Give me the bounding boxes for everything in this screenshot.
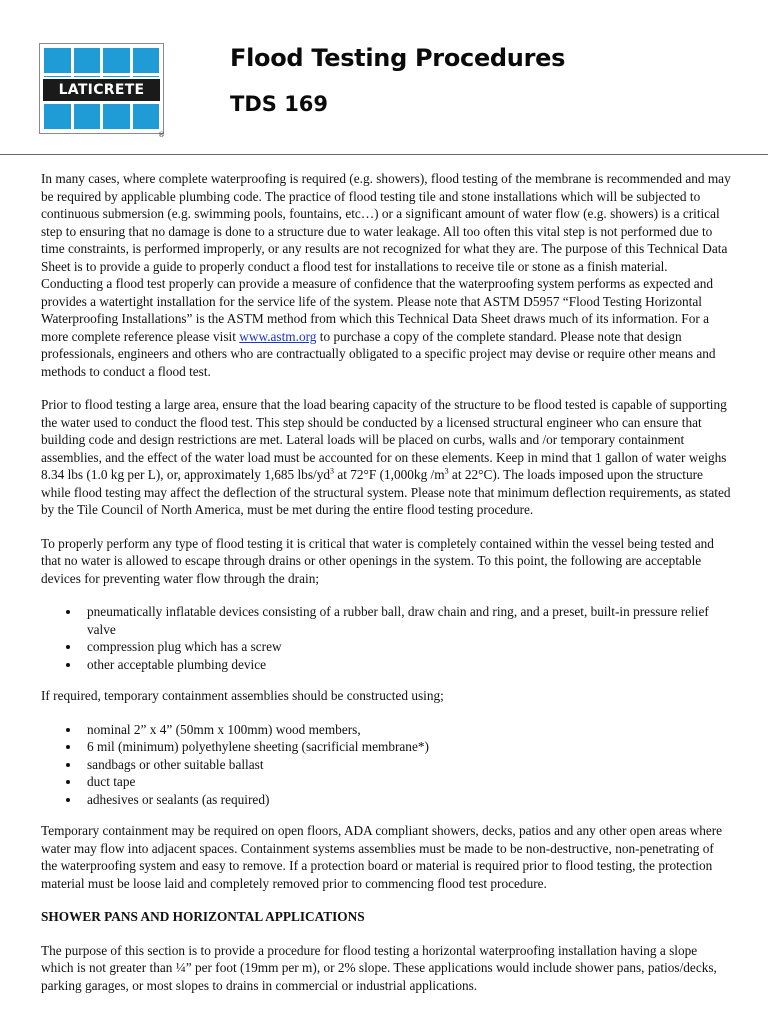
list-item: • 6 mil (minimum) polyethylene sheeting (sacrificial membrane*) bbox=[81, 738, 731, 756]
laticrete-logo bbox=[39, 43, 164, 134]
list-item: • compression plug which has a screw bbox=[81, 638, 731, 656]
list-item: • nominal 2” x 4” (50mm x 100mm) wood members, bbox=[81, 721, 731, 739]
logo-wordmark: LATICRETE bbox=[43, 77, 160, 103]
list-item: • other acceptable plumbing device bbox=[81, 656, 731, 674]
list-item: • adhesives or sealants (as required) bbox=[81, 791, 731, 809]
list-item: • sandbags or other suitable ballast bbox=[81, 756, 731, 774]
intro-paragraph: In many cases, where complete waterproofing is required (e.g. showers), flood testing of the membrane is recommended and may be required by applicable plumbing code. The practice of flood testing tile and stone installations which will be subjected to continuous submersion (e.g. swimming pools, fountains, etc…) or a significant amount of water flow (e.g. showers) is a critical step to ensuring that no damage is done to a structure due to water leakage. All too often this vital step is not performed due to time constraints, is performed improperly, or any results are not recognized for what they are. The purpose of this Technical Data Sheet is to provide a guide to properly conduct a flood test for installations to receive tile or stone as a finish material. Conducting a flood test properly can provide a measure of confidence that the waterproofing system performs as expected and provides a watertight installation for the service life of the system. Please note that ASTM D5957 “Flood Testing Horizontal Waterproofing Installations” is the ASTM method from which this Technical Data Sheet draws much of its information. For a more complete reference please visit www.astm.org to purchase a copy of the complete standard. Please note that design professionals, engineers and others who are contractually obligated to a specific project may devise or require other means and methods to conduct a flood test. bbox=[41, 171, 731, 379]
document-title: Flood Testing Procedures bbox=[230, 44, 566, 72]
registered-mark: ® bbox=[158, 131, 165, 139]
header-divider bbox=[0, 154, 768, 155]
section-body-paragraph: The purpose of this section is to provide a procedure for flood testing a horizontal waterproofing installation having a slope which is not greater than ¼” per foot (19mm per m), or 2% slope. These applications would include shower pans, patios/decks, parking garages, or most slopes to drains in commercial or industrial applications. bbox=[41, 942, 717, 993]
section-heading: SHOWER PANS AND HORIZONTAL APPLICATIONS bbox=[41, 909, 365, 924]
list-item: • duct tape bbox=[81, 773, 731, 791]
assembly-materials-list bbox=[41, 721, 731, 809]
load-capacity-paragraph: Prior to flood testing a large area, ensure that the load bearing capacity of the structure to be flood tested is capable of supporting the water used to conduct the flood test. This step should be conducted by a licensed structural engineer who can ensure that building code and design restrictions are met. Lateral loads will be placed on curbs, walls and /or temporary containment assemblies, and the effect of the water load must be accounted for on these elements. Keep in mind that 1 gallon of water weighs 8.34 lbs (1.0 kg per L), or, approximately 1,685 lbs/$yd^3$ at 72°F (1,000kg $/m^3$ at 22°C). The loads imposed upon the structure while flood testing may affect the deflection of the structural system. Please note that minimum deflection requirements, as stated by the Tile Council of North America, must be met during the entire flood testing procedure. bbox=[41, 397, 731, 517]
document-code: TDS 169 bbox=[230, 92, 329, 116]
astm-link[interactable]: www.astm.org bbox=[239, 328, 317, 344]
drain-devices-list bbox=[41, 603, 731, 673]
temporary-containment-paragraph: Temporary containment may be required on open floors, ADA compliant showers, decks, patios and any other open areas where water may flow into adjacent spaces. Containment systems assemblies must be made to be non-destructive, non-penetrating of the waterproofing system and easy to remove. If a protection board or material is required prior to flood testing, the protection material must be loose laid and completely removed prior to commencing flood test procedure. bbox=[41, 823, 723, 891]
document-body bbox=[41, 170, 731, 1010]
containment-intro-paragraph: To properly perform any type of flood testing it is critical that water is completely contained within the vessel being tested and that no water is allowed to escape through drains or other openings in the system. To this point, the following are acceptable devices for preventing water flow through the drain; bbox=[41, 535, 714, 586]
list-item: • pneumatically inflatable devices consisting of a rubber ball, draw chain and ring, and a preset, built-in pressure relief valve bbox=[81, 603, 731, 638]
assemblies-intro-paragraph: If required, temporary containment assemblies should be constructed using; bbox=[41, 688, 444, 703]
